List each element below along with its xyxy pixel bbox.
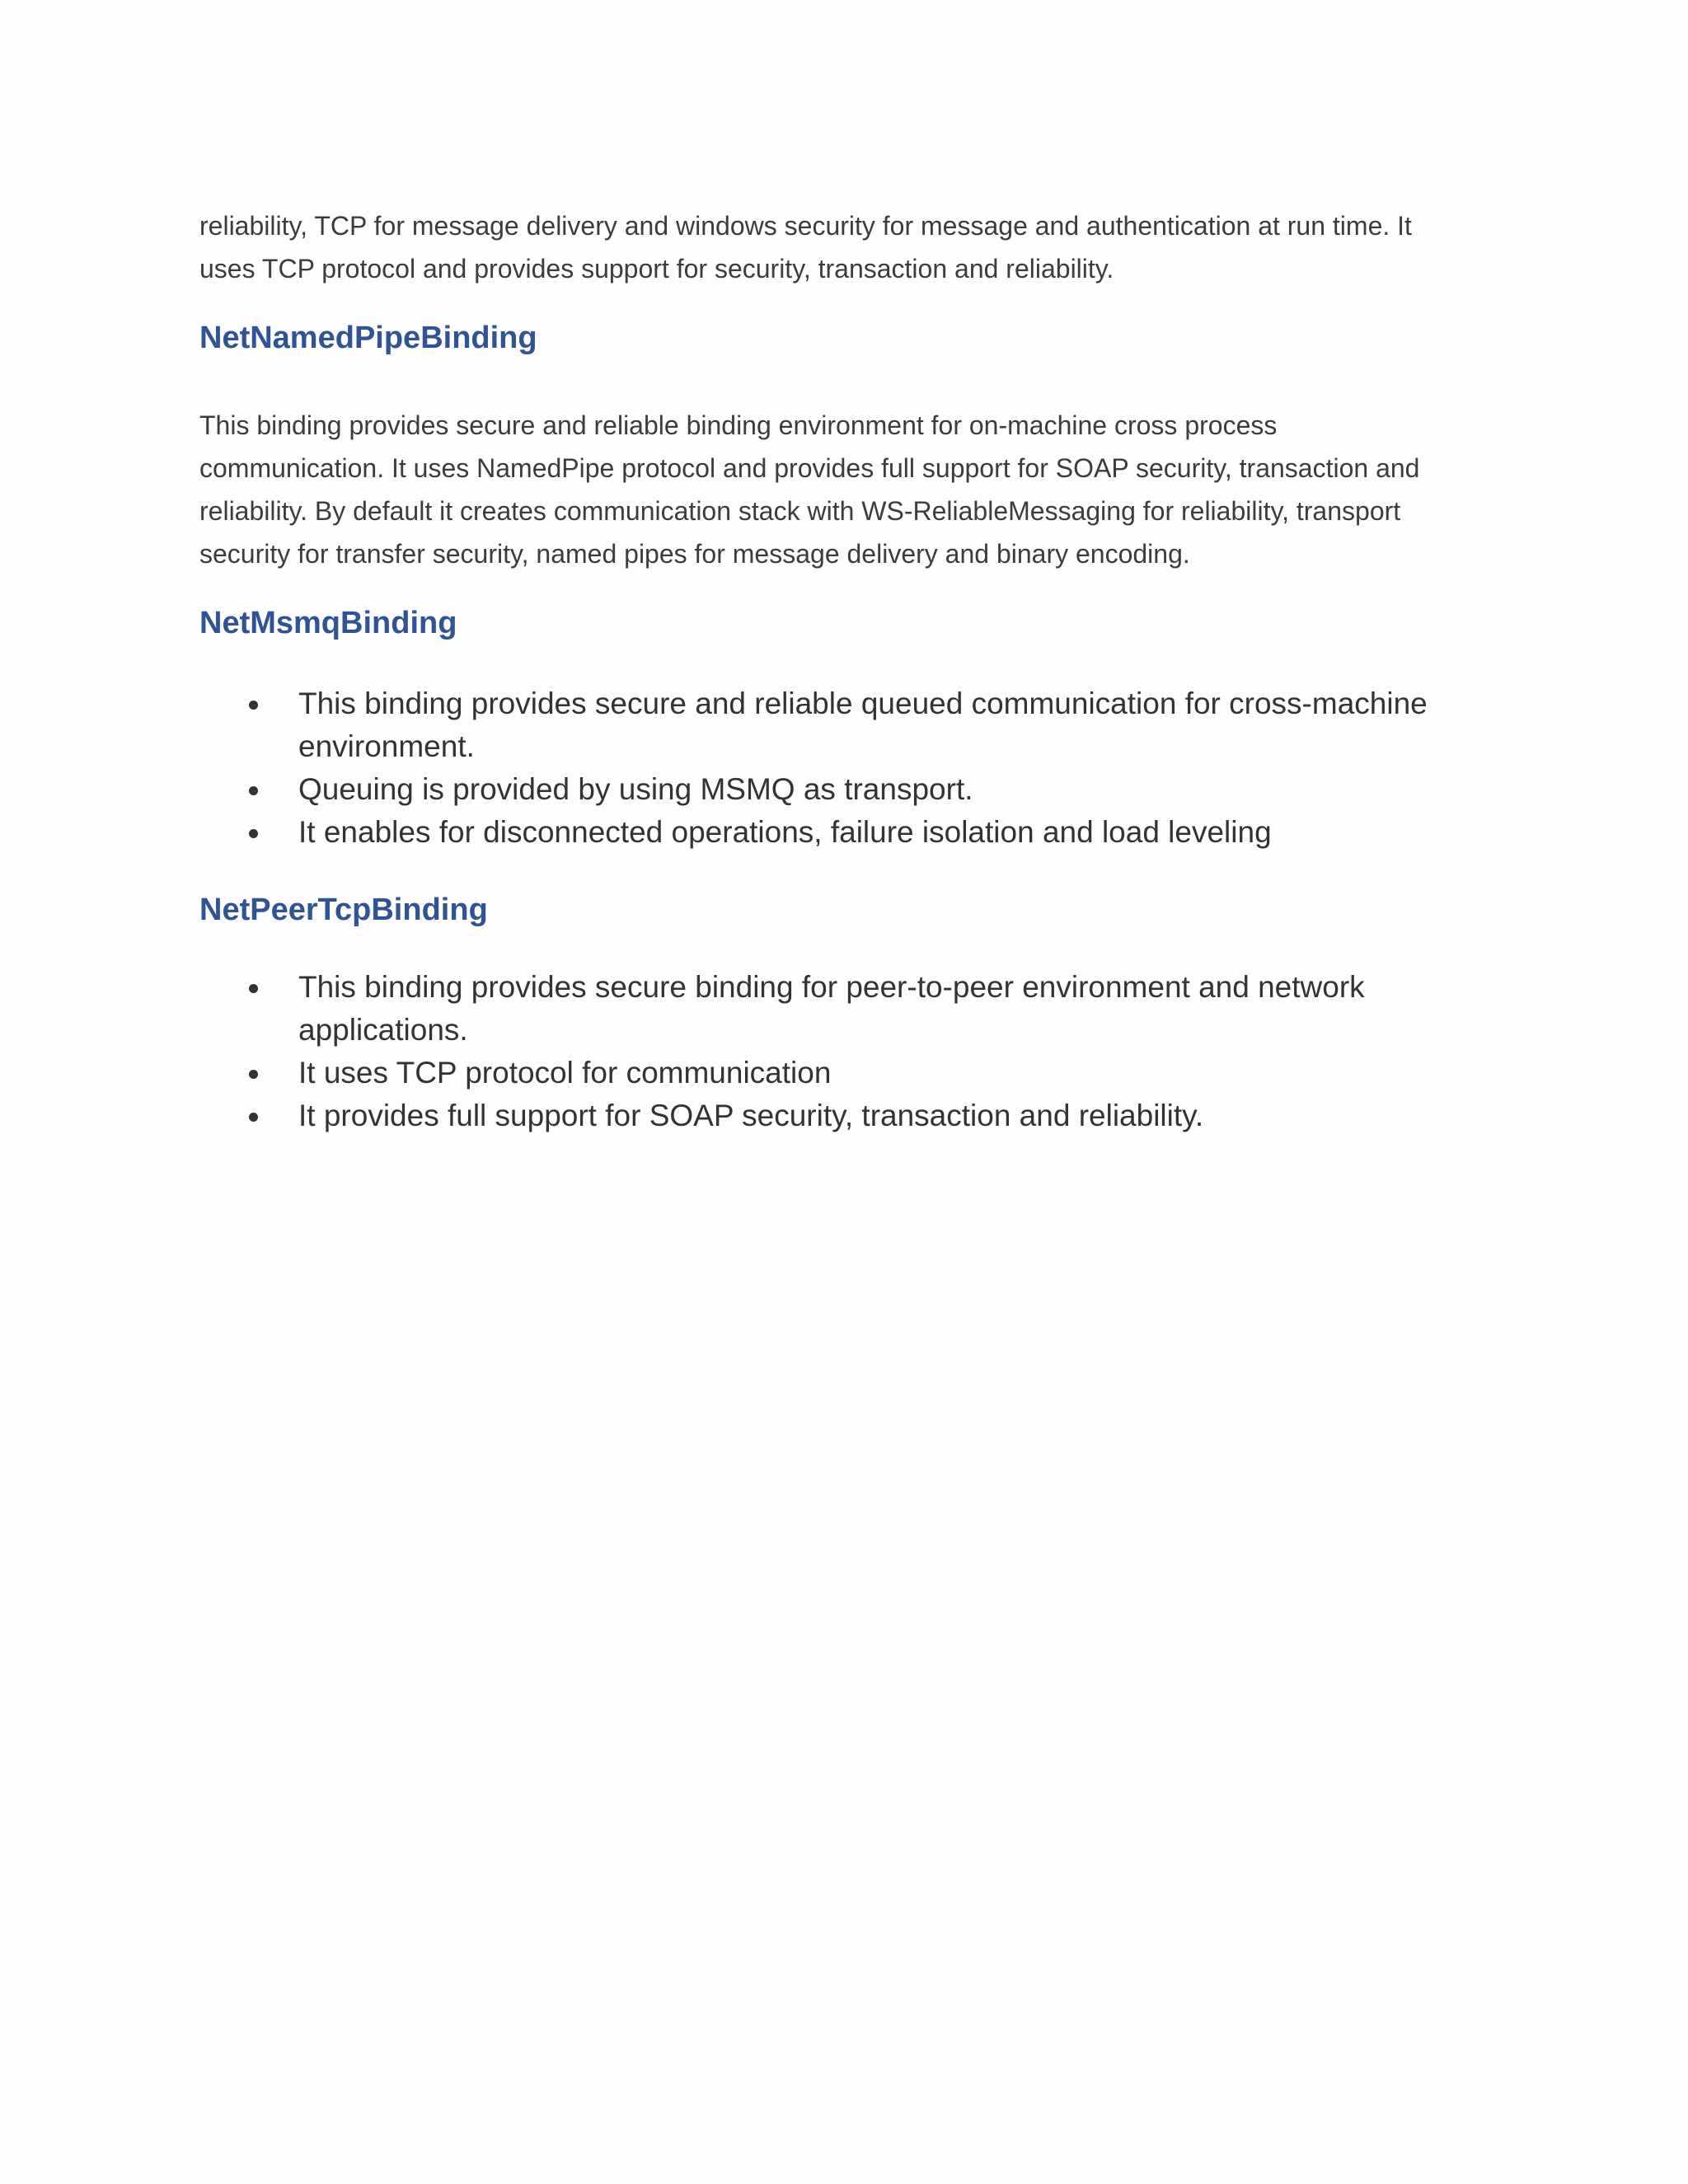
list-item-text: It enables for disconnected operations, failure isolation and load leveling <box>298 815 1272 849</box>
list-item-text: It provides full support for SOAP security, transaction and reliability. <box>298 1099 1204 1132</box>
heading-netnamedpipebinding: NetNamedPipeBinding <box>199 321 537 355</box>
bullet-icon <box>249 701 258 710</box>
list-item-text: Queuing is provided by using MSMQ as transport. <box>298 772 973 806</box>
bullet-icon <box>249 984 258 993</box>
document-page <box>199 204 1485 1137</box>
named-pipe-line: communication. It uses NamedPipe protocol and provides full support for SOAP security, transaction and <box>199 453 1420 483</box>
named-pipe-line: This binding provides secure and reliable binding environment for on-machine cross process <box>199 410 1278 440</box>
intro-line-1: reliability, TCP for message delivery and windows security for message and authentication at run time. It <box>199 211 1412 241</box>
list-item-text: This binding provides secure binding for peer-to-peer environment and network applications. <box>298 970 1365 1047</box>
bullet-icon <box>249 1113 258 1122</box>
bullet-icon <box>249 829 258 838</box>
list-item <box>199 1094 1485 1137</box>
bullet-icon <box>249 1070 258 1079</box>
intro-paragraph <box>199 204 1485 290</box>
list-item <box>199 768 1485 811</box>
list-item <box>199 811 1485 854</box>
list-item-text: This binding provides secure and reliable queued communication for cross-machine environment. <box>298 687 1428 763</box>
list-item <box>199 682 1452 768</box>
heading-netpeertcpbinding: NetPeerTcpBinding <box>199 893 488 927</box>
peer-tcp-bullet-list <box>199 966 1485 1137</box>
list-item <box>199 1052 1485 1094</box>
named-pipe-line: security for transfer security, named pipes for message delivery and binary encoding. <box>199 539 1190 569</box>
named-pipe-paragraph <box>199 404 1485 575</box>
msmq-bullet-list <box>199 682 1485 854</box>
bullet-icon <box>249 786 258 795</box>
named-pipe-line: reliability. By default it creates communication stack with WS-ReliableMessaging for reliability, transport <box>199 496 1401 526</box>
list-item-text: It uses TCP protocol for communication <box>298 1056 832 1090</box>
list-item <box>199 966 1452 1052</box>
heading-netmsmqbinding: NetMsmqBinding <box>199 606 457 640</box>
intro-line-2: uses TCP protocol and provides support for security, transaction and reliability. <box>199 254 1114 284</box>
